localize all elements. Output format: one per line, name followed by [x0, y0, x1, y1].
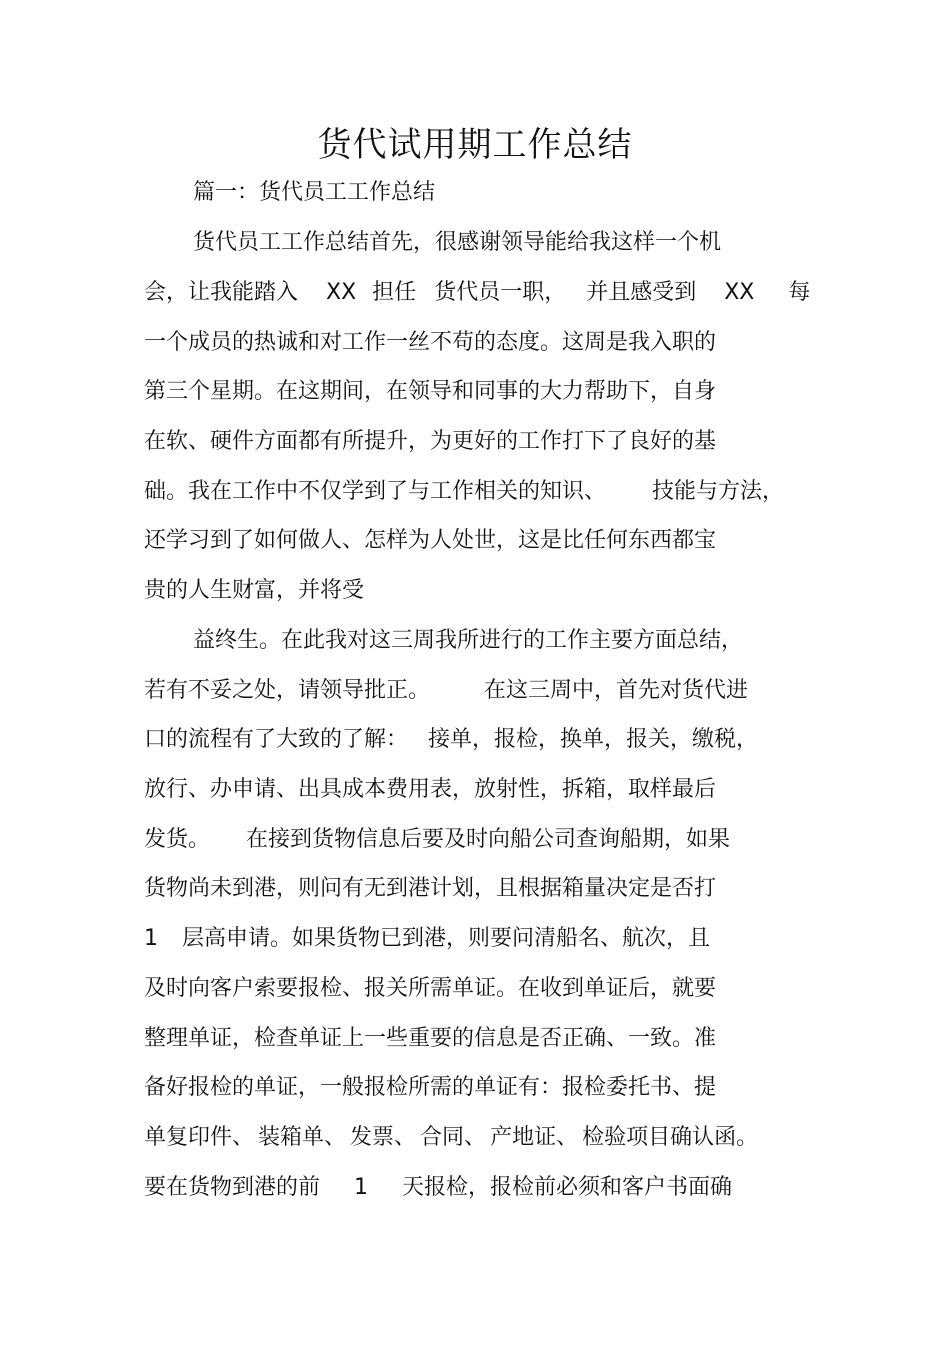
body-text: 每	[788, 280, 811, 305]
body-line-14	[144, 872, 716, 906]
body-text: 层高申请。如果货物已到港，则要问清船名、航次，且	[182, 926, 711, 951]
body-text: 货代员工工作总结首先，很感谢领导能给我这样一个机	[193, 230, 722, 255]
body-text: 技能与方法，	[652, 479, 785, 504]
body-text: XX	[724, 280, 755, 305]
body-line-2	[144, 276, 810, 310]
body-text: 并且感受到	[586, 280, 697, 305]
body-text: 要在货物到港的前	[144, 1175, 321, 1200]
body-line-9	[193, 624, 743, 658]
body-line-13	[144, 823, 730, 857]
body-text: 合同、	[420, 1125, 487, 1150]
body-text: XX	[326, 280, 357, 305]
body-text: 接单，报检，换单，报关，缴税，	[428, 727, 759, 752]
body-text: 础。我在工作中不仅学到了与工作相关的知识、	[144, 479, 607, 504]
body-text: 担任	[372, 280, 417, 305]
body-line-18	[144, 1071, 716, 1105]
body-line-3	[144, 326, 716, 360]
body-text: 天报检，报检前必须和客户书面确	[402, 1175, 733, 1200]
body-line-1	[193, 226, 721, 260]
body-text: 检验项目确认函。	[582, 1125, 759, 1150]
body-text: 益终生。在此我对这三周我所进行的工作主要方面总结，	[193, 628, 744, 653]
body-text: 在接到货物信息后要及时向船公司查询船期，如果	[246, 827, 731, 852]
body-text: 货物尚未到港，则问有无到港计划，且根据箱量决定是否打	[144, 876, 717, 901]
body-line-15	[144, 922, 710, 956]
section-heading: 篇一：货代员工工作总结	[193, 180, 436, 205]
document-title: 货代试用期工作总结	[317, 125, 633, 165]
body-text: 及时向客户索要报检、报关所需单证。在收到单证后，就要	[144, 976, 717, 1001]
body-line-8	[144, 574, 364, 608]
body-line-16	[144, 972, 716, 1006]
body-text: 若有不妥之处，请领导批正。	[144, 678, 431, 703]
body-text: 装箱单、	[258, 1125, 347, 1150]
body-text: 在软、硬件方面都有所提升，为更好的工作打下了良好的基	[144, 429, 717, 454]
body-line-6	[144, 475, 784, 509]
body-text: 整理单证，检查单证上一些重要的信息是否正确、一致。准	[144, 1026, 717, 1051]
body-line-20	[144, 1171, 732, 1205]
body-line-10	[144, 674, 748, 708]
body-text: 贵的人生财富，并将受	[144, 578, 365, 603]
body-text: 备好报检的单证，一般报检所需的单证有：报检委托书、提	[144, 1075, 717, 1100]
body-line-5	[144, 425, 716, 459]
body-line-12	[144, 773, 716, 807]
body-line-17	[144, 1022, 716, 1056]
body-line-4	[144, 375, 716, 409]
body-text: 1	[144, 926, 158, 951]
body-text: 还学习到了如何做人、怎样为人处世，这是比任何东西都宝	[144, 528, 717, 553]
body-text: 会，让我能踏入	[144, 280, 299, 305]
body-text: 单复印件、	[144, 1125, 255, 1150]
body-text: 发货。	[144, 827, 211, 852]
body-text: 放行、办申请、出具成本费用表，放射性，拆箱，取样最后	[144, 777, 717, 802]
body-text: 货代员一职，	[434, 280, 567, 305]
body-text: 1	[354, 1175, 369, 1200]
body-text: 第三个星期。在这期间，在领导和同事的大力帮助下，自身	[144, 379, 717, 404]
body-line-7	[144, 524, 716, 558]
body-text: 一个成员的热诚和对工作一丝不苟的态度。这周是我入职的	[144, 330, 717, 355]
body-text: 在这三周中，首先对货代进	[484, 678, 749, 703]
body-text: 产地证、	[490, 1125, 579, 1150]
body-line-19	[144, 1121, 758, 1155]
body-text: 发票、	[350, 1125, 417, 1150]
body-text: 口的流程有了大致的了解：	[144, 727, 409, 752]
body-line-11	[144, 723, 758, 757]
